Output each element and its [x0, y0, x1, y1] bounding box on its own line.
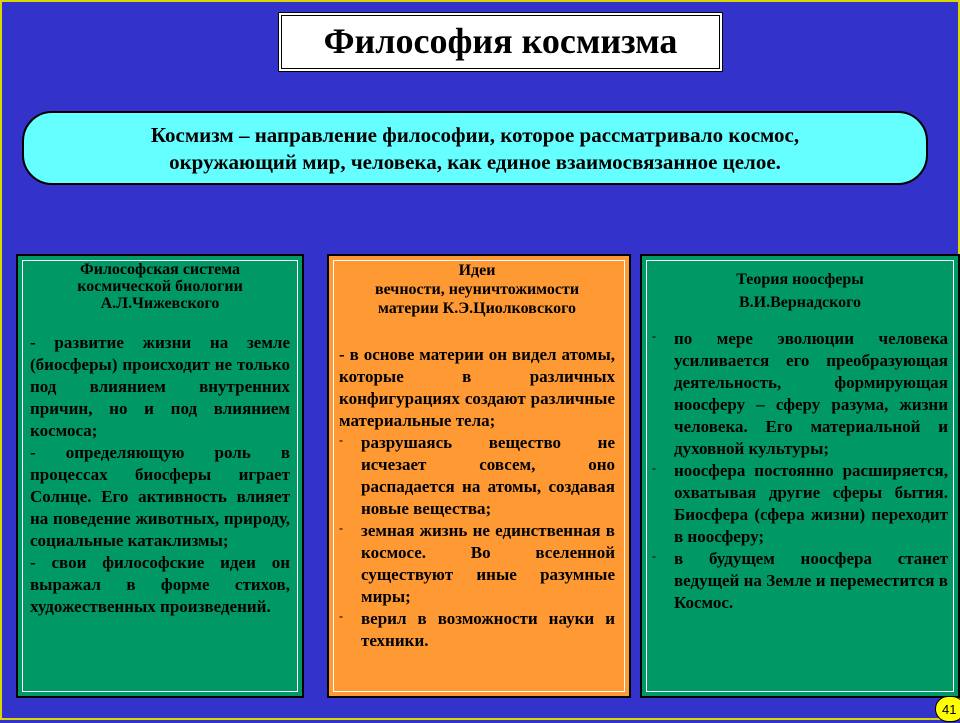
column-content [339, 261, 615, 652]
list-item [339, 432, 615, 520]
column-heading [30, 261, 290, 312]
column-content [652, 268, 948, 614]
column-tsiolkovsky [327, 254, 631, 698]
heading-line: вечности, неуничтожимости [374, 281, 580, 298]
list-intro: - в основе материи он видел атомы, которые в различных конфигурациях создают различные материальные тела; [339, 345, 615, 430]
column-chizhevsky [16, 254, 304, 698]
column-vernadsky [640, 254, 960, 698]
bullet-marker: - [652, 329, 656, 343]
heading-line: А.Л.Чижевского [100, 295, 220, 312]
heading-line: космической биологии [77, 278, 243, 295]
list-item-text: верил в возможности науки и техники. [361, 609, 615, 650]
bullet-marker: - [339, 433, 343, 447]
bullet-marker: - [339, 521, 343, 535]
definition-box [22, 111, 928, 185]
list-item [652, 328, 948, 460]
list-item: - развитие жизни на земле (биосферы) происходит не только под влиянием внутренних причин, но и под влиянием космоса; [30, 333, 290, 440]
list-item [652, 460, 948, 548]
column-body [652, 328, 948, 614]
bullet-marker: - [652, 461, 656, 475]
list-item-text: в будущем ноосфера станет ведущей на Земле и переместится в Космос. [674, 549, 948, 612]
list-item-text: ноосфера постоянно расширяется, охватывая другие сферы бытия. Биосфера (сфера жизни) переходит в ноосферу; [674, 461, 948, 546]
list-item-text: земная жизнь не единственная в космосе. Во вселенной существуют иные разумные миры; [361, 521, 615, 606]
definition-line-2: окружающий мир, человека, как единое взаимосвязанное целое. [169, 150, 781, 174]
definition-line-1: Космизм – направление философии, которое рассматривало космос, [150, 123, 800, 147]
heading-line: В.И.Вернадского [738, 294, 862, 311]
column-body [339, 344, 615, 652]
column-heading [339, 261, 615, 318]
list-item-text: разрушаясь вещество не исчезает совсем, оно распадается на атомы, создавая новые вещества; [361, 433, 615, 518]
list-item-text: по мере эволюции человека усиливается его преобразующая деятельность, формирующая ноосферу – сферу разума, жизни человека. Его материальной и духовной культуры; [674, 329, 948, 458]
list-item: - свои философские идеи он выражал в форме стихов, художественных произведений. [30, 553, 290, 616]
column-content [30, 261, 290, 618]
heading-line: материи К.Э.Циолковского [378, 300, 576, 317]
slide-title [281, 15, 720, 69]
page-number-badge [935, 696, 960, 722]
bullet-marker: - [652, 549, 656, 563]
column-body [30, 332, 290, 618]
list-item: - определяющую роль в процессах биосферы играет Солнце. Его активность влияет на поведение животных, природу, социальные катаклизмы; [30, 443, 290, 550]
heading-line: Философская система [79, 261, 240, 278]
page-number: 41 [942, 702, 957, 717]
list-item [339, 520, 615, 608]
heading-line: Идеи [458, 262, 496, 279]
column-heading [652, 268, 948, 314]
list-item [339, 608, 615, 652]
bullet-marker: - [339, 609, 343, 623]
list-item [652, 548, 948, 614]
heading-line: Теория ноосферы [736, 271, 864, 288]
title-text: Философия космизма [323, 21, 678, 61]
